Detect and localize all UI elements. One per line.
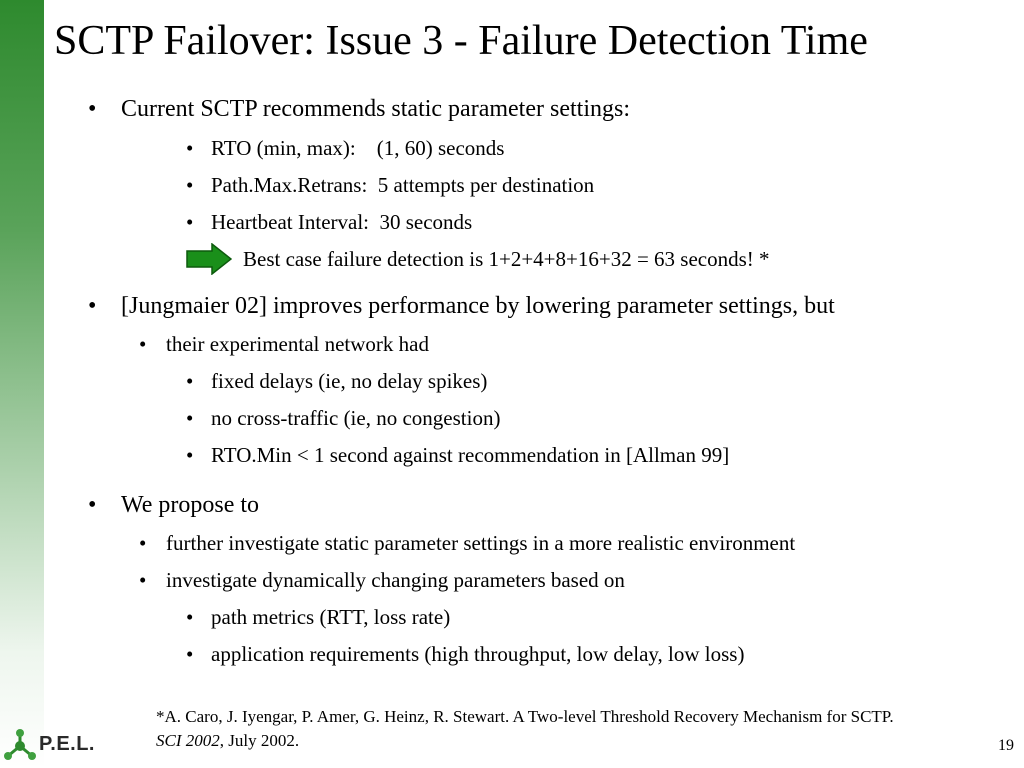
bullet-text: further investigate static parameter settings in a more realistic environment: [166, 531, 796, 555]
right-arrow-icon: [186, 243, 232, 275]
bullet-text: [Jungmaier 02] improves performance by lowering parameter settings, but: [121, 293, 835, 319]
footnote-citation: [156, 705, 916, 753]
bullet-marker: •: [186, 210, 194, 234]
arrow-text: Best case failure detection is 1+2+4+8+16+32 = 63 seconds! *: [243, 247, 770, 271]
bullet-text: no cross-traffic (ie, no congestion): [211, 406, 501, 430]
bullet-marker: •: [139, 332, 147, 356]
page-number: 19: [998, 737, 1014, 754]
bullet-text: application requirements (high throughput, low delay, low loss): [211, 642, 745, 666]
bullet-text: fixed delays (ie, no delay spikes): [211, 369, 488, 393]
bullet-text: path metrics (RTT, loss rate): [211, 605, 451, 629]
bullet-marker: •: [88, 96, 97, 122]
bullet-text: Current SCTP recommends static parameter settings:: [121, 96, 630, 122]
footnote-text: *A. Caro, J. Iyengar, P. Amer, G. Heinz, R. Stewart. A Two-level Threshold Recovery Mechanism for SCTP.: [156, 707, 894, 726]
bullet-marker: •: [139, 568, 147, 592]
bullet-marker: •: [186, 136, 194, 160]
bullet-marker: •: [186, 406, 194, 430]
logo-text: P.E.L.: [39, 733, 95, 755]
bullet-marker: •: [186, 642, 194, 666]
molecule-logo-icon: [3, 729, 37, 763]
bullet-text: their experimental network had: [166, 332, 429, 356]
bullet-marker: •: [186, 369, 194, 393]
bullet-text: Heartbeat Interval: 30 seconds: [211, 210, 473, 234]
side-gradient-bar: [0, 0, 44, 768]
bullet-marker: •: [186, 443, 194, 467]
bullet-marker: •: [88, 293, 97, 319]
pel-logo: [3, 727, 113, 767]
bullet-marker: •: [186, 173, 194, 197]
bullet-text: RTO (min, max): (1, 60) seconds: [211, 136, 505, 160]
slide-title: SCTP Failover: Issue 3 - Failure Detection Time: [54, 18, 868, 64]
bullet-marker: •: [139, 531, 147, 555]
footnote-venue: SCI 2002: [156, 731, 220, 750]
bullet-marker: •: [88, 492, 97, 518]
bullet-text: investigate dynamically changing parameters based on: [166, 568, 625, 592]
bullet-text: We propose to: [121, 492, 260, 518]
bullet-text: RTO.Min < 1 second against recommendation in [Allman 99]: [211, 443, 730, 467]
bullet-marker: •: [186, 605, 194, 629]
footnote-date: , July 2002.: [219, 731, 300, 750]
bullet-text: Path.Max.Retrans: 5 attempts per destination: [211, 173, 595, 197]
